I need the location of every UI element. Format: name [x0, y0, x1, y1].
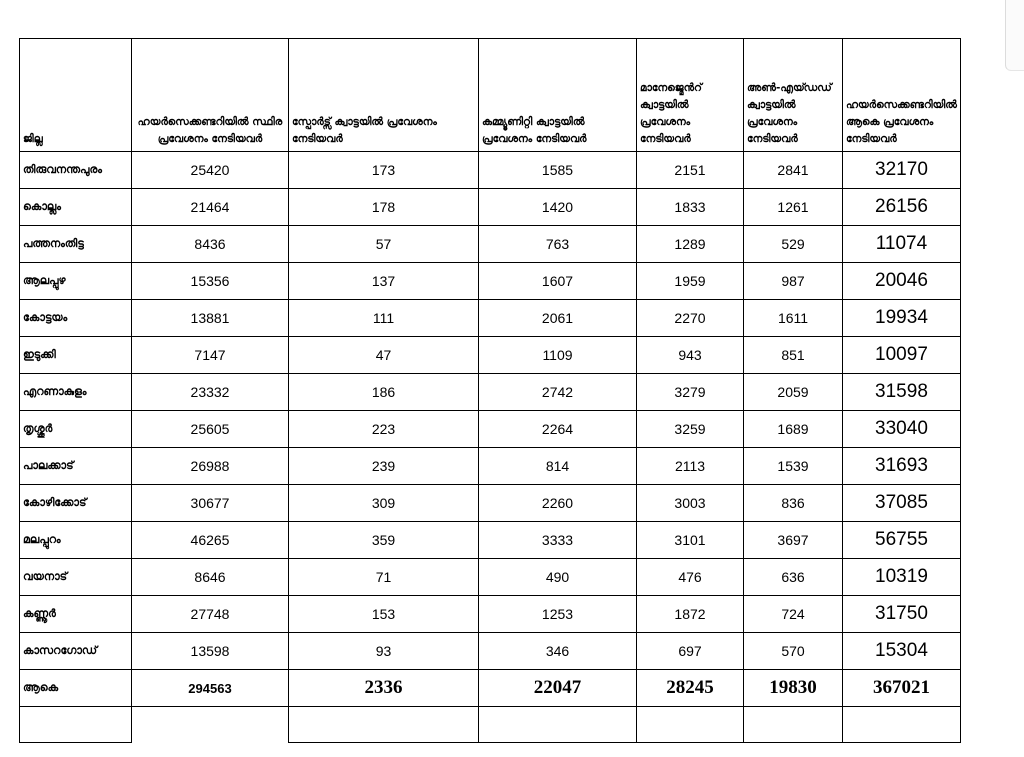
- community-cell: 763: [479, 226, 637, 263]
- sports-cell: 239: [289, 448, 479, 485]
- district-cell: വയനാട്: [20, 559, 132, 596]
- permanent-cell: 23332: [132, 374, 289, 411]
- permanent-cell: 21464: [132, 189, 289, 226]
- total-cell: 37085: [843, 485, 961, 522]
- permanent-cell: 8646: [132, 559, 289, 596]
- unaided-cell: 836: [744, 485, 843, 522]
- community-cell: 1585: [479, 152, 637, 189]
- district-cell: ഇടുക്കി: [20, 337, 132, 374]
- permanent-cell: 7147: [132, 337, 289, 374]
- permanent-cell: 30677: [132, 485, 289, 522]
- table-row: [20, 485, 961, 522]
- district-cell: ആലപ്പുഴ: [20, 263, 132, 300]
- total-district-cell: ആകെ: [20, 670, 132, 707]
- table-row: [20, 189, 961, 226]
- district-cell: തൃശ്ശൂർ: [20, 411, 132, 448]
- unaided-cell: 1539: [744, 448, 843, 485]
- header-district: ജില്ല: [20, 39, 132, 152]
- header-unaided-quota: അൺ-എയ്ഡഡ് ക്വാട്ടയിൽ പ്രവേശനം നേടിയവർ: [744, 39, 843, 152]
- total-total-cell: 367021: [843, 670, 961, 707]
- total-cell: 10097: [843, 337, 961, 374]
- table-row: [20, 522, 961, 559]
- unaided-cell: 1611: [744, 300, 843, 337]
- community-cell: 1253: [479, 596, 637, 633]
- total-cell: 15304: [843, 633, 961, 670]
- total-cell: 31598: [843, 374, 961, 411]
- blank-cell: [744, 707, 843, 743]
- unaided-cell: 851: [744, 337, 843, 374]
- sports-cell: 47: [289, 337, 479, 374]
- district-cell: കാസറഗോഡ്: [20, 633, 132, 670]
- header-community-quota: കമ്മ്യൂണിറ്റി ക്വാട്ടയിൽ പ്രവേശനം നേടിയവർ: [479, 39, 637, 152]
- community-cell: 3333: [479, 522, 637, 559]
- district-cell: കോട്ടയം: [20, 300, 132, 337]
- management-cell: 3101: [637, 522, 744, 559]
- permanent-cell: 25605: [132, 411, 289, 448]
- management-cell: 3259: [637, 411, 744, 448]
- blank-cell: [637, 707, 744, 743]
- table-row: [20, 226, 961, 263]
- district-cell: മലപ്പുറം: [20, 522, 132, 559]
- permanent-cell: 25420: [132, 152, 289, 189]
- total-cell: 10319: [843, 559, 961, 596]
- permanent-cell: 46265: [132, 522, 289, 559]
- unaided-cell: 3697: [744, 522, 843, 559]
- district-cell: എറണാകുളം: [20, 374, 132, 411]
- sports-cell: 111: [289, 300, 479, 337]
- table-row: [20, 300, 961, 337]
- unaided-cell: 1689: [744, 411, 843, 448]
- table-row: [20, 374, 961, 411]
- management-cell: 3279: [637, 374, 744, 411]
- sports-cell: 93: [289, 633, 479, 670]
- table-row: [20, 411, 961, 448]
- total-cell: 32170: [843, 152, 961, 189]
- community-cell: 490: [479, 559, 637, 596]
- management-cell: 2151: [637, 152, 744, 189]
- community-cell: 2061: [479, 300, 637, 337]
- management-cell: 943: [637, 337, 744, 374]
- community-cell: 1420: [479, 189, 637, 226]
- total-cell: 26156: [843, 189, 961, 226]
- district-cell: കോഴിക്കോട്: [20, 485, 132, 522]
- total-cell: 56755: [843, 522, 961, 559]
- district-cell: തിരുവനന്തപുരം: [20, 152, 132, 189]
- admission-table: [19, 38, 961, 743]
- header-permanent-admission: ഹയർസെക്കണ്ടറിയിൽ സ്ഥിര പ്രവേശനം നേടിയവർ: [132, 39, 289, 152]
- permanent-cell: 13881: [132, 300, 289, 337]
- sports-cell: 186: [289, 374, 479, 411]
- blank-cell: [479, 707, 637, 743]
- total-cell: 33040: [843, 411, 961, 448]
- total-row: [20, 670, 961, 707]
- management-cell: 2113: [637, 448, 744, 485]
- unaided-cell: 1261: [744, 189, 843, 226]
- sports-cell: 153: [289, 596, 479, 633]
- header-row: [20, 39, 961, 152]
- community-cell: 2742: [479, 374, 637, 411]
- table-row: [20, 559, 961, 596]
- blank-cell: [132, 707, 289, 743]
- total-community-cell: 22047: [479, 670, 637, 707]
- community-cell: 1109: [479, 337, 637, 374]
- sports-cell: 57: [289, 226, 479, 263]
- header-total-admission: ഹയർസെക്കണ്ടറിയിൽ ആകെ പ്രവേശനം നേടിയവർ: [843, 39, 961, 152]
- management-cell: 476: [637, 559, 744, 596]
- unaided-cell: 2841: [744, 152, 843, 189]
- sports-cell: 309: [289, 485, 479, 522]
- district-cell: കൊല്ലം: [20, 189, 132, 226]
- total-sports-cell: 2336: [289, 670, 479, 707]
- community-cell: 346: [479, 633, 637, 670]
- sports-cell: 173: [289, 152, 479, 189]
- unaided-cell: 636: [744, 559, 843, 596]
- total-cell: 31693: [843, 448, 961, 485]
- management-cell: 1872: [637, 596, 744, 633]
- community-cell: 1607: [479, 263, 637, 300]
- header-sports-quota: സ്പോർട്സ് ക്വാട്ടയിൽ പ്രവേശനം നേടിയവർ: [289, 39, 479, 152]
- permanent-cell: 15356: [132, 263, 289, 300]
- community-cell: 2264: [479, 411, 637, 448]
- total-cell: 31750: [843, 596, 961, 633]
- permanent-cell: 8436: [132, 226, 289, 263]
- blank-cell: [843, 707, 961, 743]
- table-row: [20, 263, 961, 300]
- blank-cell: [289, 707, 479, 743]
- header-management-quota: മാനേജ്മെൻറ് ക്വാട്ടയിൽ പ്രവേശനം നേടിയവർ: [637, 39, 744, 152]
- sports-cell: 137: [289, 263, 479, 300]
- blank-cell: [20, 707, 132, 743]
- community-cell: 2260: [479, 485, 637, 522]
- total-cell: 20046: [843, 263, 961, 300]
- page-corner: [1005, 0, 1024, 71]
- sports-cell: 178: [289, 189, 479, 226]
- unaided-cell: 529: [744, 226, 843, 263]
- district-cell: പാലക്കാട്: [20, 448, 132, 485]
- permanent-cell: 13598: [132, 633, 289, 670]
- management-cell: 1833: [637, 189, 744, 226]
- table-row: [20, 596, 961, 633]
- total-cell: 11074: [843, 226, 961, 263]
- management-cell: 1959: [637, 263, 744, 300]
- table-row: [20, 448, 961, 485]
- district-cell: പത്തനംതിട്ട: [20, 226, 132, 263]
- management-cell: 3003: [637, 485, 744, 522]
- permanent-cell: 26988: [132, 448, 289, 485]
- table-row: [20, 337, 961, 374]
- total-permanent-cell: 294563: [132, 670, 289, 707]
- blank-row: [20, 707, 961, 743]
- total-unaided-cell: 19830: [744, 670, 843, 707]
- sports-cell: 223: [289, 411, 479, 448]
- unaided-cell: 2059: [744, 374, 843, 411]
- table-row: [20, 633, 961, 670]
- table-row: [20, 152, 961, 189]
- management-cell: 697: [637, 633, 744, 670]
- management-cell: 2270: [637, 300, 744, 337]
- unaided-cell: 570: [744, 633, 843, 670]
- sports-cell: 359: [289, 522, 479, 559]
- sports-cell: 71: [289, 559, 479, 596]
- district-cell: കണ്ണൂർ: [20, 596, 132, 633]
- total-management-cell: 28245: [637, 670, 744, 707]
- total-cell: 19934: [843, 300, 961, 337]
- unaided-cell: 724: [744, 596, 843, 633]
- unaided-cell: 987: [744, 263, 843, 300]
- community-cell: 814: [479, 448, 637, 485]
- permanent-cell: 27748: [132, 596, 289, 633]
- management-cell: 1289: [637, 226, 744, 263]
